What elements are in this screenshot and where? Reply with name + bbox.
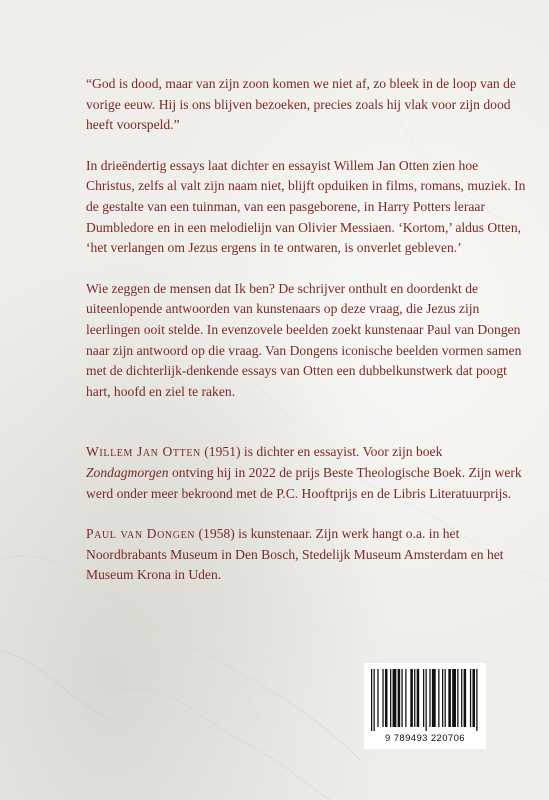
barcode-bar: [457, 669, 458, 727]
opening-quote: “God is dood, maar van zijn zoon komen we niet af, zo bleek in de loop van de vorige eeuw. Hij is ons blijven bezoeken, precies zoals hij vlak voor zijn dood heeft voorspeld.”: [86, 76, 516, 133]
barcode-bar: [438, 669, 439, 727]
barcode-bar: [432, 669, 436, 727]
isbn-number: 9 789493 220706: [385, 733, 465, 744]
bio-paul-van-dongen: [86, 524, 526, 586]
barcode-bar: [442, 669, 443, 727]
isbn-barcode: [364, 663, 486, 749]
barcode-bar: [470, 669, 471, 727]
barcode-bar: [405, 669, 406, 727]
barcode-bars: [370, 669, 480, 731]
barcode-bar: [382, 669, 383, 727]
barcode-bar: [371, 669, 372, 731]
barcode-bar: [445, 669, 446, 727]
barcode-bar: [423, 669, 424, 727]
barcode-bar: [377, 669, 378, 727]
barcode-bar: [398, 669, 401, 727]
barcode-bar: [374, 669, 375, 731]
back-cover-text: [86, 74, 526, 586]
barcode-bar: [385, 669, 388, 727]
barcode-bar: [464, 669, 467, 727]
artist-name: Paul van Dongen: [86, 526, 196, 542]
bio-text-part: ontving hij in 2022 de prijs Beste Theologische Boek. Zijn werk werd onder meer bekroond met de P.C. Hooftprijs en de Libris Literatuurprijs.: [86, 464, 522, 501]
author-name: Willem Jan Otten: [86, 444, 201, 460]
images-paragraph: Wie zeggen de mensen dat Ik ben? De schrijver onthult en doordenkt de uiteenlopende antwoorden van kunstenaars op deze vraag, die Jezus zijn leerlingen ooit stelde. In evenzovele beelden zoekt kunstenaar Paul van Dongen naar zijn antwoord op die vraag. Van Dongens iconische beelden vormen samen met de dichterlijk-denkende essays van Otten een dubbelkunstwerk dat poogt hart, hoofd en ziel te raken.: [86, 280, 522, 399]
barcode-bar: [461, 669, 462, 727]
barcode-bar: [429, 669, 430, 727]
barcode-bar: [401, 669, 402, 727]
barcode-bar: [476, 669, 477, 731]
bio-willem-jan-otten: [86, 442, 526, 504]
barcode-bar: [414, 669, 415, 727]
barcode-bar: [472, 669, 475, 727]
barcode-bar: [452, 669, 456, 727]
barcode-bar: [448, 669, 451, 727]
barcode-bar: [417, 669, 420, 727]
book-title: Zondagmorgen: [86, 464, 169, 480]
barcode-bar: [390, 669, 391, 727]
bio-text-part: (1951) is dichter en essayist. Voor zijn boek: [200, 444, 443, 460]
barcode-bar: [410, 669, 413, 727]
barcode-bar: [426, 669, 427, 731]
barcode-bar: [393, 669, 397, 727]
essays-paragraph: In drieëndertig essays laat dichter en essayist Willem Jan Otten zien hoe Christus, zelfs al valt zijn naam niet, blijft opduiken in films, romans, muziek. In de gestalte van een tuinman, van een pasgeborene, in Harry Potters leraar Dumbledore en in een melodielijn van Olivier Messiaen. ‘Kortom,’ aldus Otten, ‘het verlangen om Jezus ergens in te ontwaren, is onverlet gebleven.’: [86, 157, 526, 256]
bio-text-part: (1958) is kunstenaar. Zijn werk hangt o.a. in het Noordbrabants Museum in Den Bosch, Stedelijk Museum Amsterdam en het Museum Krona in Uden.: [86, 526, 504, 583]
